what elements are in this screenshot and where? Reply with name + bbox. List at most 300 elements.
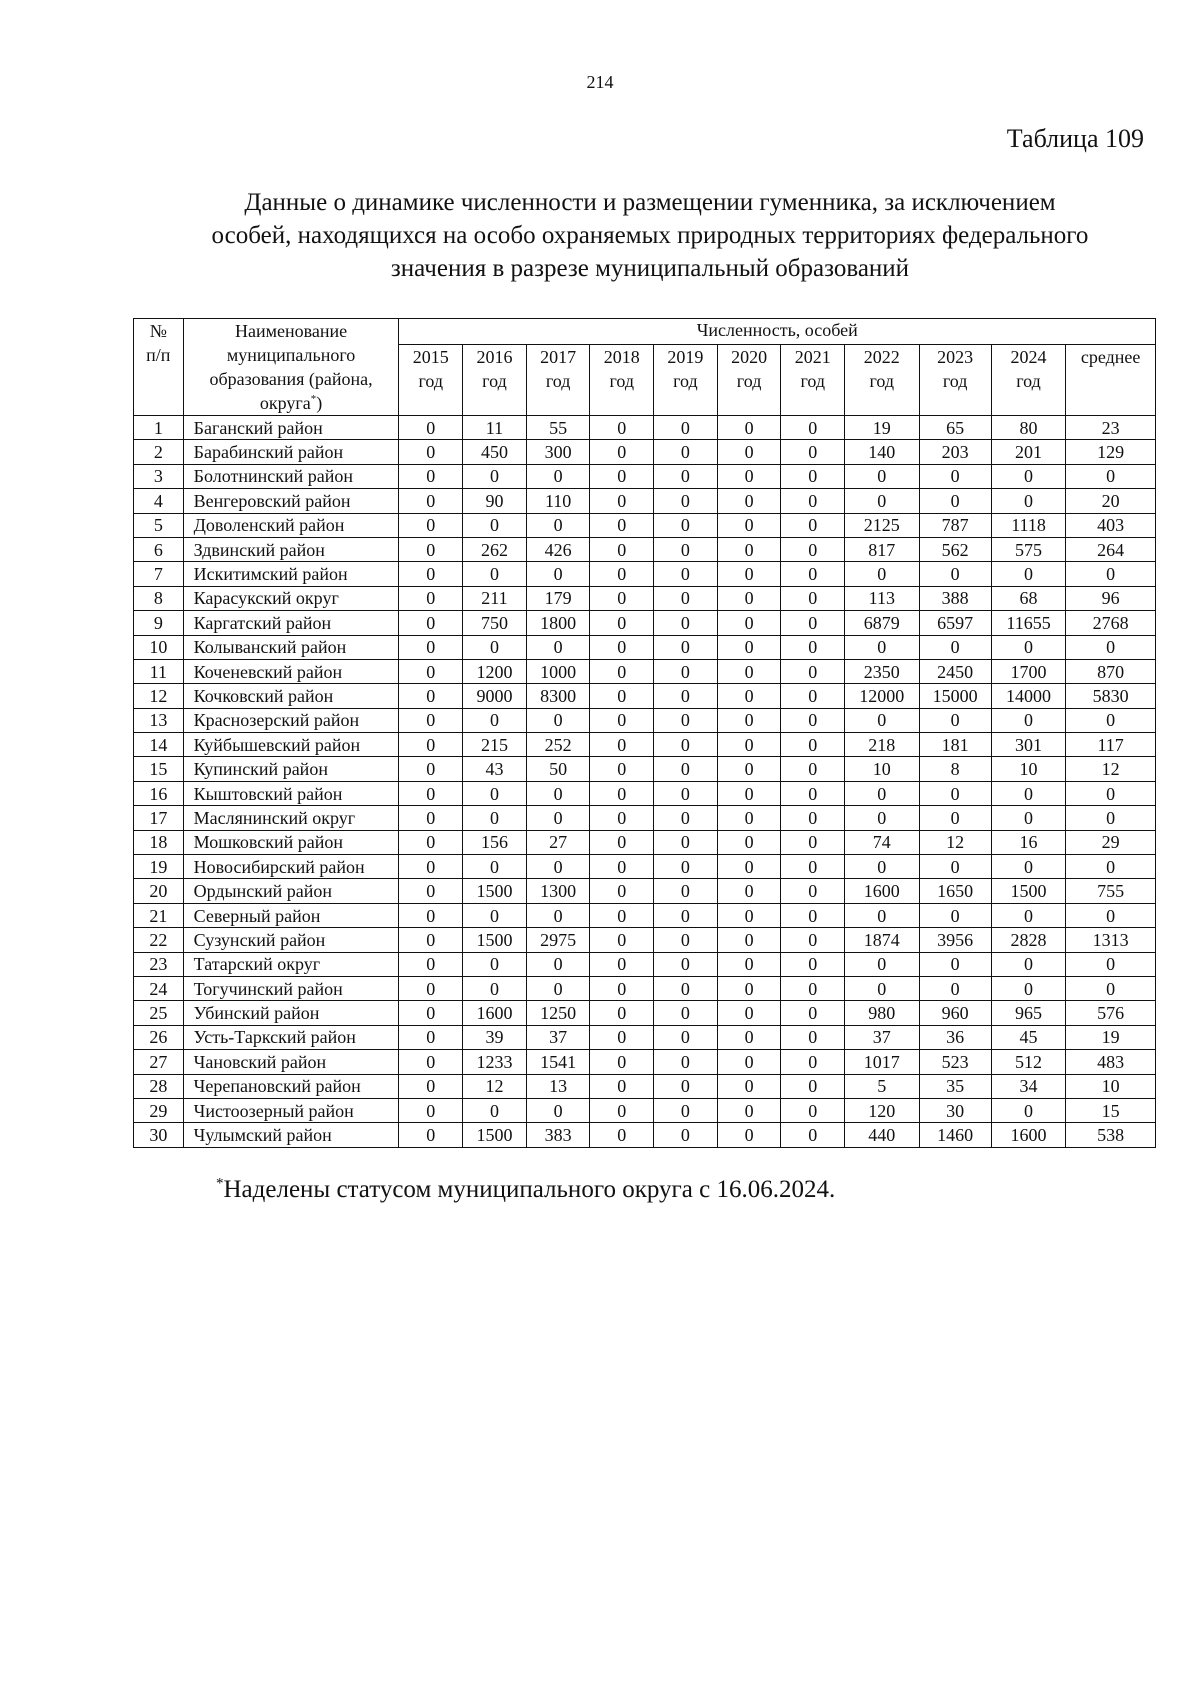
header-year-unit: год <box>869 371 895 392</box>
count-value: 0 <box>781 733 845 757</box>
table-row <box>134 416 1156 440</box>
count-value: 300 <box>526 440 590 464</box>
count-value: 0 <box>463 952 527 976</box>
count-value: 1460 <box>919 1123 991 1147</box>
count-value: 15000 <box>919 684 991 708</box>
count-value: 0 <box>717 464 781 488</box>
footnote-text: Наделены статусом муниципального округа с 16.06.2024. <box>223 1176 836 1203</box>
count-value: 0 <box>991 806 1065 830</box>
count-value: 0 <box>781 1050 845 1074</box>
count-value: 0 <box>654 781 718 805</box>
count-value: 2975 <box>526 928 590 952</box>
count-value: 0 <box>717 635 781 659</box>
count-value: 523 <box>919 1050 991 1074</box>
count-value: 0 <box>781 562 845 586</box>
count-value: 0 <box>781 416 845 440</box>
municipality-name: Чановский район <box>183 1050 399 1074</box>
count-value: 0 <box>991 635 1065 659</box>
count-value: 0 <box>654 757 718 781</box>
header-year-unit: год <box>800 371 826 392</box>
count-value: 0 <box>463 562 527 586</box>
count-value: 0 <box>845 903 919 927</box>
count-value: 0 <box>399 586 463 610</box>
count-value: 0 <box>781 1123 845 1147</box>
count-value: 0 <box>717 903 781 927</box>
count-value: 0 <box>781 659 845 683</box>
count-value: 0 <box>590 1098 654 1122</box>
count-value: 0 <box>654 733 718 757</box>
header-year-value: 2020 <box>731 347 768 368</box>
count-value: 0 <box>717 928 781 952</box>
table-row <box>134 757 1156 781</box>
count-value: 0 <box>717 586 781 610</box>
count-value: 0 <box>717 830 781 854</box>
count-value: 0 <box>991 489 1065 513</box>
municipality-name: Чистоозерный район <box>183 1098 399 1122</box>
count-value: 80 <box>991 416 1065 440</box>
count-value: 12 <box>919 830 991 854</box>
count-value: 1600 <box>463 1001 527 1025</box>
count-value: 0 <box>399 928 463 952</box>
count-value: 440 <box>845 1123 919 1147</box>
count-value: 0 <box>845 781 919 805</box>
count-value: 0 <box>590 635 654 659</box>
count-value: 0 <box>919 635 991 659</box>
count-value: 34 <box>991 1074 1065 1098</box>
count-value: 0 <box>991 976 1065 1000</box>
row-number: 8 <box>134 586 184 610</box>
population-table <box>133 318 1156 1148</box>
count-value: 11 <box>463 416 527 440</box>
row-number: 30 <box>134 1123 184 1147</box>
count-value: 0 <box>590 1050 654 1074</box>
row-number: 2 <box>134 440 184 464</box>
count-value: 0 <box>399 781 463 805</box>
count-value: 0 <box>654 879 718 903</box>
table-row <box>134 489 1156 513</box>
average-value: 0 <box>1066 806 1156 830</box>
header-year-value: 2022 <box>863 347 900 368</box>
count-value: 0 <box>845 489 919 513</box>
row-number: 29 <box>134 1098 184 1122</box>
count-value: 2450 <box>919 659 991 683</box>
count-value: 1650 <box>919 879 991 903</box>
row-number: 5 <box>134 513 184 537</box>
header-year <box>654 345 718 416</box>
count-value: 0 <box>654 1025 718 1049</box>
count-value: 0 <box>717 952 781 976</box>
count-value: 9000 <box>463 684 527 708</box>
count-value: 0 <box>590 537 654 561</box>
count-value: 1017 <box>845 1050 919 1074</box>
municipality-name: Барабинский район <box>183 440 399 464</box>
count-value: 0 <box>526 952 590 976</box>
average-value: 0 <box>1066 464 1156 488</box>
count-value: 0 <box>781 537 845 561</box>
municipality-name: Тогучинский район <box>183 976 399 1000</box>
header-name <box>183 319 399 416</box>
count-value: 0 <box>526 708 590 732</box>
header-number-line: № <box>149 321 167 341</box>
count-value: 0 <box>590 489 654 513</box>
count-value: 0 <box>654 537 718 561</box>
average-value: 0 <box>1066 976 1156 1000</box>
row-number: 24 <box>134 976 184 1000</box>
count-value: 110 <box>526 489 590 513</box>
header-year-unit: год <box>418 371 444 392</box>
page-number: 214 <box>586 72 614 92</box>
count-value: 0 <box>463 513 527 537</box>
row-number: 13 <box>134 708 184 732</box>
header-year-value: 2015 <box>412 347 449 368</box>
count-value: 0 <box>399 1098 463 1122</box>
table-row <box>134 1001 1156 1025</box>
count-value: 36 <box>919 1025 991 1049</box>
header-year-value: 2019 <box>667 347 704 368</box>
count-value: 0 <box>526 903 590 927</box>
table-row <box>134 513 1156 537</box>
table-row <box>134 855 1156 879</box>
municipality-name: Татарский округ <box>183 952 399 976</box>
title-line: Данные о динамике численности и размещении гуменника, за исключением <box>244 189 1056 216</box>
count-value: 0 <box>781 879 845 903</box>
count-value: 0 <box>717 659 781 683</box>
count-value: 13 <box>526 1074 590 1098</box>
count-value: 37 <box>845 1025 919 1049</box>
count-value: 0 <box>590 1025 654 1049</box>
average-value: 19 <box>1066 1025 1156 1049</box>
average-value: 129 <box>1066 440 1156 464</box>
header-year <box>781 345 845 416</box>
count-value: 0 <box>463 1098 527 1122</box>
footnote <box>216 1176 835 1204</box>
average-value: 23 <box>1066 416 1156 440</box>
table-row <box>134 879 1156 903</box>
header-year-unit: год <box>1016 371 1041 392</box>
count-value: 0 <box>717 562 781 586</box>
count-value: 0 <box>590 464 654 488</box>
count-value: 0 <box>781 806 845 830</box>
row-number: 19 <box>134 855 184 879</box>
count-value: 0 <box>717 733 781 757</box>
header-year-value: 2016 <box>476 347 513 368</box>
count-value: 0 <box>399 1050 463 1074</box>
header-name-paren: ) <box>316 393 323 413</box>
count-value: 1541 <box>526 1050 590 1074</box>
row-number: 16 <box>134 781 184 805</box>
count-value: 0 <box>781 440 845 464</box>
count-value: 6879 <box>845 611 919 635</box>
count-value: 0 <box>781 489 845 513</box>
row-number: 14 <box>134 733 184 757</box>
municipality-name: Усть-Таркский район <box>183 1025 399 1049</box>
count-value: 0 <box>590 928 654 952</box>
count-value: 0 <box>717 855 781 879</box>
count-value: 0 <box>717 416 781 440</box>
count-value: 426 <box>526 537 590 561</box>
count-value: 512 <box>991 1050 1065 1074</box>
average-value: 0 <box>1066 781 1156 805</box>
count-value: 0 <box>654 1098 718 1122</box>
count-value: 0 <box>590 781 654 805</box>
count-value: 1233 <box>463 1050 527 1074</box>
count-value: 0 <box>590 733 654 757</box>
count-value: 0 <box>991 952 1065 976</box>
row-number: 17 <box>134 806 184 830</box>
count-value: 0 <box>399 733 463 757</box>
count-value: 0 <box>781 708 845 732</box>
count-value: 0 <box>845 562 919 586</box>
header-name-line <box>186 391 397 415</box>
count-value: 0 <box>717 806 781 830</box>
count-value: 0 <box>919 562 991 586</box>
count-value: 0 <box>919 855 991 879</box>
count-value: 1600 <box>991 1123 1065 1147</box>
count-value: 0 <box>526 806 590 830</box>
header-year <box>991 345 1065 416</box>
count-value: 1500 <box>463 879 527 903</box>
count-value: 0 <box>590 440 654 464</box>
count-value: 35 <box>919 1074 991 1098</box>
count-value: 0 <box>590 611 654 635</box>
count-value: 0 <box>463 903 527 927</box>
header-year-unit: год <box>736 371 762 392</box>
count-value: 0 <box>463 781 527 805</box>
table-row <box>134 1025 1156 1049</box>
count-value: 0 <box>781 830 845 854</box>
count-value: 0 <box>463 806 527 830</box>
count-value: 0 <box>717 611 781 635</box>
municipality-name: Коченевский район <box>183 659 399 683</box>
average-value: 755 <box>1066 879 1156 903</box>
count-value: 0 <box>399 513 463 537</box>
table-row <box>134 976 1156 1000</box>
count-value: 1300 <box>526 879 590 903</box>
count-value: 0 <box>399 806 463 830</box>
count-value: 0 <box>845 708 919 732</box>
row-number: 25 <box>134 1001 184 1025</box>
table-row <box>134 903 1156 927</box>
header-year <box>919 345 991 416</box>
municipality-name: Куйбышевский район <box>183 733 399 757</box>
average-value: 483 <box>1066 1050 1156 1074</box>
average-value: 2768 <box>1066 611 1156 635</box>
count-value: 0 <box>399 952 463 976</box>
count-value: 203 <box>919 440 991 464</box>
count-value: 0 <box>654 952 718 976</box>
municipality-name: Краснозерский район <box>183 708 399 732</box>
count-value: 0 <box>717 1025 781 1049</box>
header-year <box>399 345 463 416</box>
count-value: 0 <box>590 562 654 586</box>
count-value: 0 <box>781 684 845 708</box>
count-value: 0 <box>590 952 654 976</box>
count-value: 0 <box>654 684 718 708</box>
count-value: 10 <box>991 757 1065 781</box>
municipality-name: Мошковский район <box>183 830 399 854</box>
count-value: 0 <box>654 464 718 488</box>
count-value: 0 <box>717 1123 781 1147</box>
count-value: 0 <box>526 513 590 537</box>
table-row <box>134 1074 1156 1098</box>
count-value: 179 <box>526 586 590 610</box>
row-number: 21 <box>134 903 184 927</box>
count-value: 0 <box>717 781 781 805</box>
municipality-name: Баганский район <box>183 416 399 440</box>
count-value: 0 <box>590 513 654 537</box>
table-row <box>134 733 1156 757</box>
count-value: 0 <box>590 684 654 708</box>
count-value: 43 <box>463 757 527 781</box>
count-value: 301 <box>991 733 1065 757</box>
count-value: 0 <box>654 562 718 586</box>
count-value: 12000 <box>845 684 919 708</box>
count-value: 0 <box>654 976 718 1000</box>
count-value: 30 <box>919 1098 991 1122</box>
count-value: 45 <box>991 1025 1065 1049</box>
count-value: 0 <box>781 1098 845 1122</box>
count-value: 0 <box>590 976 654 1000</box>
count-value: 0 <box>919 464 991 488</box>
count-value: 0 <box>781 635 845 659</box>
count-value: 140 <box>845 440 919 464</box>
count-value: 1874 <box>845 928 919 952</box>
count-value: 0 <box>654 635 718 659</box>
header-year-unit: год <box>482 371 507 392</box>
count-value: 0 <box>590 1123 654 1147</box>
count-value: 0 <box>717 489 781 513</box>
count-value: 0 <box>399 976 463 1000</box>
row-number: 22 <box>134 928 184 952</box>
count-value: 0 <box>717 1001 781 1025</box>
average-value: 264 <box>1066 537 1156 561</box>
count-value: 0 <box>654 440 718 464</box>
table-row <box>134 537 1156 561</box>
table-row <box>134 635 1156 659</box>
count-value: 575 <box>991 537 1065 561</box>
header-year <box>845 345 919 416</box>
count-value: 1118 <box>991 513 1065 537</box>
count-value: 0 <box>399 464 463 488</box>
count-value: 3956 <box>919 928 991 952</box>
header-year-value: 2024 <box>1010 347 1047 368</box>
count-value: 1700 <box>991 659 1065 683</box>
count-value: 0 <box>399 879 463 903</box>
count-value: 0 <box>845 806 919 830</box>
table-row <box>134 952 1156 976</box>
count-value: 0 <box>781 586 845 610</box>
table-row <box>134 1050 1156 1074</box>
municipality-name: Чулымский район <box>183 1123 399 1147</box>
count-value: 0 <box>399 659 463 683</box>
row-number: 4 <box>134 489 184 513</box>
count-value: 0 <box>399 635 463 659</box>
count-value: 0 <box>991 708 1065 732</box>
title-line: значения в разрезе муниципальный образований <box>390 255 910 282</box>
count-value: 0 <box>919 781 991 805</box>
municipality-name: Сузунский район <box>183 928 399 952</box>
count-value: 0 <box>781 928 845 952</box>
count-value: 16 <box>991 830 1065 854</box>
count-value: 0 <box>991 855 1065 879</box>
count-value: 0 <box>717 684 781 708</box>
count-value: 113 <box>845 586 919 610</box>
row-number: 12 <box>134 684 184 708</box>
municipality-name: Маслянинский округ <box>183 806 399 830</box>
count-value: 0 <box>654 611 718 635</box>
count-value: 218 <box>845 733 919 757</box>
count-value: 0 <box>654 830 718 854</box>
count-value: 0 <box>654 416 718 440</box>
average-value: 576 <box>1066 1001 1156 1025</box>
row-number: 9 <box>134 611 184 635</box>
count-value: 0 <box>590 806 654 830</box>
count-value: 0 <box>590 1074 654 1098</box>
average-value: 10 <box>1066 1074 1156 1098</box>
row-number: 6 <box>134 537 184 561</box>
count-value: 0 <box>717 757 781 781</box>
average-value: 0 <box>1066 855 1156 879</box>
header-name-line: муниципального <box>226 345 356 365</box>
count-value: 0 <box>654 586 718 610</box>
header-name-line: образования (района, <box>209 369 373 389</box>
count-value: 1500 <box>463 1123 527 1147</box>
count-value: 1250 <box>526 1001 590 1025</box>
header-year-value: 2018 <box>603 347 640 368</box>
count-value: 0 <box>526 855 590 879</box>
count-value: 0 <box>781 1074 845 1098</box>
table-row <box>134 562 1156 586</box>
municipality-name: Кыштовский район <box>183 781 399 805</box>
average-value: 0 <box>1066 903 1156 927</box>
count-value: 0 <box>654 806 718 830</box>
count-value: 0 <box>654 1001 718 1025</box>
count-value: 0 <box>845 855 919 879</box>
municipality-name: Карасукский округ <box>183 586 399 610</box>
header-count-group: Численность, особей <box>399 319 1156 345</box>
count-value: 0 <box>590 879 654 903</box>
average-value: 1313 <box>1066 928 1156 952</box>
average-value: 0 <box>1066 562 1156 586</box>
count-value: 27 <box>526 830 590 854</box>
table-row <box>134 928 1156 952</box>
count-value: 0 <box>399 416 463 440</box>
count-value: 0 <box>399 537 463 561</box>
count-value: 0 <box>781 952 845 976</box>
average-value: 538 <box>1066 1123 1156 1147</box>
count-value: 0 <box>463 635 527 659</box>
header-year-unit: год <box>673 371 698 392</box>
count-value: 0 <box>781 1025 845 1049</box>
count-value: 0 <box>399 708 463 732</box>
count-value: 181 <box>919 733 991 757</box>
count-value: 0 <box>463 855 527 879</box>
count-value: 817 <box>845 537 919 561</box>
count-value: 0 <box>654 1050 718 1074</box>
count-value: 0 <box>399 440 463 464</box>
row-number: 18 <box>134 830 184 854</box>
count-value: 0 <box>781 757 845 781</box>
count-value: 0 <box>399 1025 463 1049</box>
count-value: 0 <box>919 489 991 513</box>
count-value: 0 <box>781 903 845 927</box>
count-value: 50 <box>526 757 590 781</box>
count-value: 0 <box>526 1098 590 1122</box>
table-row <box>134 684 1156 708</box>
count-value: 0 <box>654 708 718 732</box>
table-row <box>134 464 1156 488</box>
count-value: 0 <box>845 952 919 976</box>
